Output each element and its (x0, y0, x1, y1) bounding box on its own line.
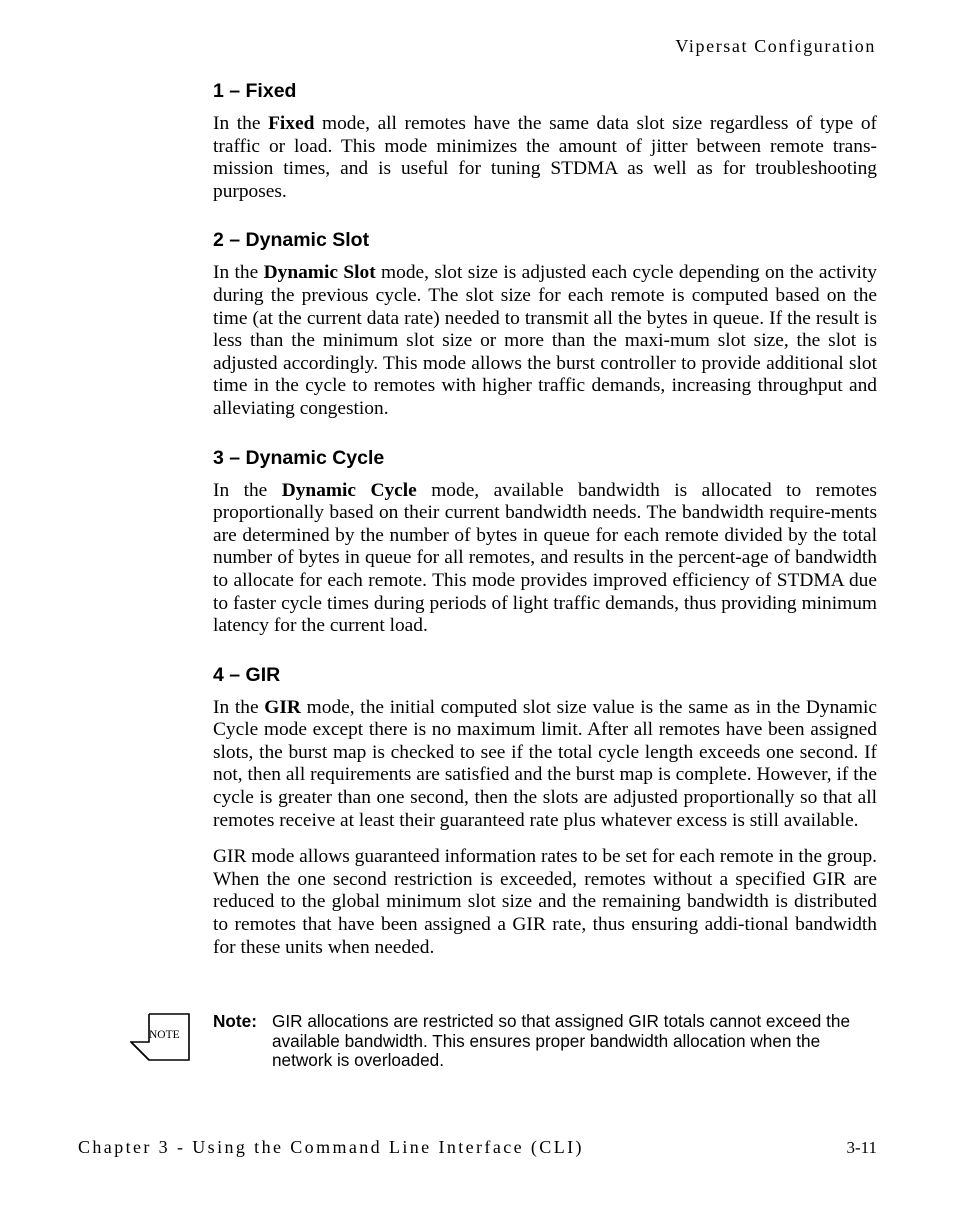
section-gir (213, 662, 877, 960)
body-paragraph: In the GIR mode, the initial computed slot size value is the same as in the Dynamic Cycle mode except there is no maximum limit. After all remotes have been assigned slots, the burst map is checked to see if the total cycle length exceeds one second. If not, then all requirements are satisfied and the burst map is complete. However, if the cycle is greater than one second, then the slots are adjusted proportionally so that all remotes receive at least their guaranteed rate plus whatever excess is still available. (213, 696, 877, 831)
body-paragraph: In the Dynamic Cycle mode, available bandwidth is allocated to remotes proportionally based on their current bandwidth needs. The bandwidth require-ments are determined by the number of bytes in queue for each remote divided by the total number of bytes in queue for all remotes, and results in the percent-age of bandwidth to allocate for each remote. This mode provides improved efficiency of STDMA due to faster cycle times during periods of light traffic demands, thus providing minimum latency for the current load. (213, 479, 877, 637)
note-icon-label: NOTE (149, 1029, 180, 1041)
running-header: Vipersat Configuration (675, 36, 876, 56)
page-number: 3-11 (846, 1138, 877, 1157)
body-paragraph: GIR mode allows guaranteed information rates to be set for each remote in the group. When the one second restriction is exceeded, remotes without a specified GIR are reduced to the global minimum slot size and the remaining bandwidth is distributed to remotes that have been assigned a GIR rate, thus ensuring addi-tional bandwidth for these units when needed. (213, 846, 877, 958)
section-heading: 1 – Fixed (213, 80, 297, 102)
main-content (213, 78, 877, 983)
section-dynamic-slot (213, 227, 877, 420)
note-text: GIR allocations are restricted so that assigned GIR totals cannot exceed the available bandwidth. This ensures proper bandwidth allocation when the network is overloaded. (272, 1011, 850, 1070)
section-heading: 2 – Dynamic Slot (213, 229, 370, 252)
section-heading: 4 – GIR (213, 663, 281, 686)
body-paragraph: In the Fixed mode, all remotes have the same data slot size regardless of type of traffic or load. This mode minimizes the amount of jitter between remote trans-mission times, and is useful for tuning STDMA as well as for troubleshooting purposes. (213, 113, 877, 202)
chapter-footer: Chapter 3 - Using the Command Line Interface (CLI) (78, 1137, 584, 1157)
body-paragraph: In the Dynamic Slot mode, slot size is adjusted each cycle depending on the activity during the previous cycle. The slot size for each remote is computed based on the time (at the current data rate) needed to transmit all the bytes in queue. If the result is less than the minimum slot size or more than the maxi-mum slot size, the slot is adjusted accordingly. This mode allows the burst controller to provide additional slot time in the cycle to remotes with higher traffic demands, increasing throughput and alleviating congestion. (213, 262, 878, 419)
note-label: Note: (213, 1011, 257, 1031)
note-box (213, 1012, 877, 1071)
section-heading: 3 – Dynamic Cycle (213, 446, 385, 469)
section-dynamic-cycle (213, 445, 877, 638)
section-fixed (213, 78, 877, 203)
